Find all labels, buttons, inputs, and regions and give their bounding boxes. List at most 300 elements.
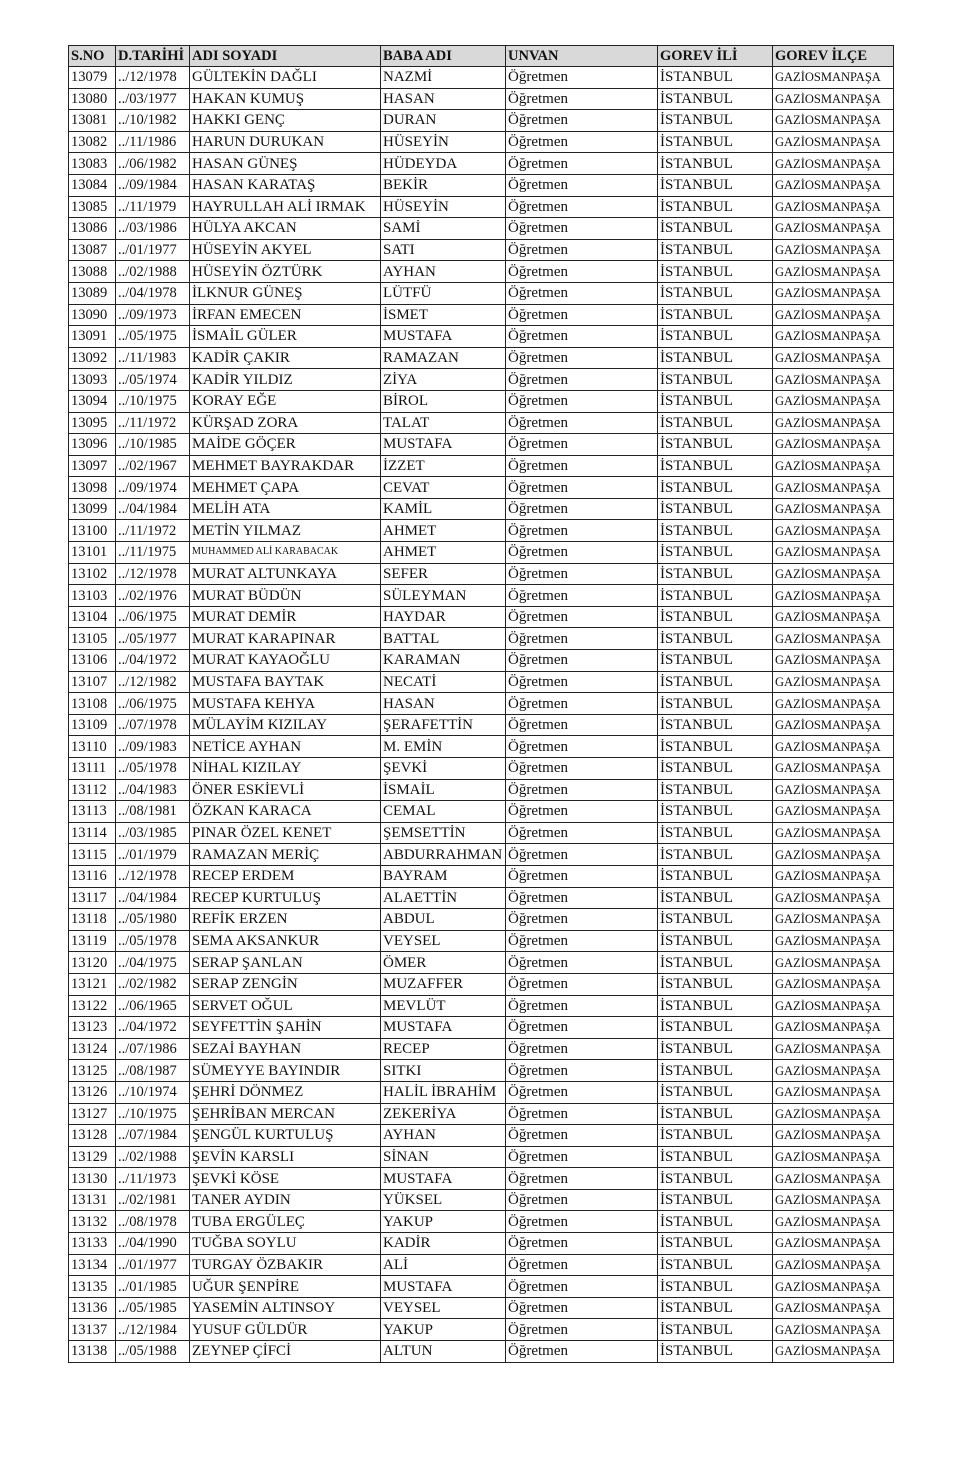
cell-title: Öğretmen [506,844,658,866]
cell-district: GAZİOSMANPAŞA [773,1319,894,1341]
table-header-row [69,46,894,67]
cell-sno: 13092 [69,347,116,369]
cell-name: HÜSEYİN AKYEL [190,239,381,261]
cell-district: GAZİOSMANPAŞA [773,585,894,607]
cell-province: İSTANBUL [658,650,773,672]
cell-district: GAZİOSMANPAŞA [773,455,894,477]
cell-title: Öğretmen [506,1319,658,1341]
table-row [69,1254,894,1276]
table-row [69,887,894,909]
cell-sno: 13106 [69,650,116,672]
cell-sno: 13097 [69,455,116,477]
table-row [69,153,894,175]
table-row [69,758,894,780]
table-row [69,1189,894,1211]
cell-birth-date: ../03/1985 [116,822,190,844]
cell-sno: 13113 [69,801,116,823]
cell-name: SEMA AKSANKUR [190,930,381,952]
cell-name: SERVET OĞUL [190,995,381,1017]
cell-province: İSTANBUL [658,390,773,412]
cell-father-name: BEKİR [381,174,506,196]
cell-name: SEZAİ BAYHAN [190,1038,381,1060]
cell-province: İSTANBUL [658,412,773,434]
cell-district: GAZİOSMANPAŞA [773,844,894,866]
cell-province: İSTANBUL [658,1081,773,1103]
cell-sno: 13109 [69,714,116,736]
cell-birth-date: ../04/1990 [116,1233,190,1255]
cell-district: GAZİOSMANPAŞA [773,736,894,758]
cell-sno: 13099 [69,498,116,520]
cell-title: Öğretmen [506,520,658,542]
cell-birth-date: ../03/1986 [116,218,190,240]
cell-title: Öğretmen [506,671,658,693]
cell-district: GAZİOSMANPAŞA [773,693,894,715]
cell-sno: 13110 [69,736,116,758]
cell-birth-date: ../02/1967 [116,455,190,477]
cell-title: Öğretmen [506,88,658,110]
cell-province: İSTANBUL [658,758,773,780]
cell-name: RAMAZAN MERİÇ [190,844,381,866]
cell-title: Öğretmen [506,822,658,844]
cell-birth-date: ../09/1974 [116,477,190,499]
cell-father-name: BİROL [381,390,506,412]
cell-father-name: MUSTAFA [381,1276,506,1298]
cell-province: İSTANBUL [658,585,773,607]
table-row [69,304,894,326]
table-row [69,1341,894,1363]
cell-district: GAZİOSMANPAŞA [773,779,894,801]
cell-birth-date: ../05/1978 [116,758,190,780]
cell-sno: 13104 [69,606,116,628]
cell-sno: 13127 [69,1103,116,1125]
cell-district: GAZİOSMANPAŞA [773,1297,894,1319]
cell-title: Öğretmen [506,1254,658,1276]
cell-title: Öğretmen [506,628,658,650]
cell-birth-date: ../04/1983 [116,779,190,801]
cell-name: NETİCE AYHAN [190,736,381,758]
cell-district: GAZİOSMANPAŞA [773,887,894,909]
cell-father-name: MUSTAFA [381,1017,506,1039]
cell-name: İLKNUR GÜNEŞ [190,282,381,304]
cell-father-name: AHMET [381,542,506,564]
header-father-name: BABA ADI [381,46,506,67]
cell-name: TANER AYDIN [190,1189,381,1211]
cell-province: İSTANBUL [658,1038,773,1060]
cell-father-name: CEMAL [381,801,506,823]
cell-name: KADİR YILDIZ [190,369,381,391]
cell-sno: 13135 [69,1276,116,1298]
cell-father-name: HAYDAR [381,606,506,628]
cell-birth-date: ../03/1977 [116,88,190,110]
cell-father-name: KAMİL [381,498,506,520]
cell-name: TUĞBA SOYLU [190,1233,381,1255]
cell-sno: 13084 [69,174,116,196]
cell-district: GAZİOSMANPAŞA [773,952,894,974]
cell-district: GAZİOSMANPAŞA [773,131,894,153]
cell-district: GAZİOSMANPAŞA [773,650,894,672]
cell-title: Öğretmen [506,973,658,995]
cell-father-name: SİNAN [381,1146,506,1168]
cell-father-name: DURAN [381,110,506,132]
cell-title: Öğretmen [506,693,658,715]
cell-province: İSTANBUL [658,174,773,196]
cell-title: Öğretmen [506,1060,658,1082]
cell-sno: 13100 [69,520,116,542]
cell-father-name: MUSTAFA [381,1168,506,1190]
cell-birth-date: ../08/1981 [116,801,190,823]
cell-father-name: SAMİ [381,218,506,240]
cell-title: Öğretmen [506,412,658,434]
table-row [69,196,894,218]
cell-name: ŞENGÜL KURTULUŞ [190,1125,381,1147]
cell-birth-date: ../12/1982 [116,671,190,693]
cell-title: Öğretmen [506,369,658,391]
cell-father-name: NECATİ [381,671,506,693]
cell-title: Öğretmen [506,650,658,672]
cell-title: Öğretmen [506,239,658,261]
cell-sno: 13133 [69,1233,116,1255]
cell-province: İSTANBUL [658,131,773,153]
cell-sno: 13105 [69,628,116,650]
cell-district: GAZİOSMANPAŞA [773,671,894,693]
cell-birth-date: ../11/1979 [116,196,190,218]
cell-district: GAZİOSMANPAŞA [773,801,894,823]
cell-province: İSTANBUL [658,196,773,218]
cell-province: İSTANBUL [658,67,773,89]
cell-name: REFİK ERZEN [190,909,381,931]
table-row [69,1319,894,1341]
cell-sno: 13118 [69,909,116,931]
table-row [69,542,894,564]
cell-district: GAZİOSMANPAŞA [773,218,894,240]
cell-province: İSTANBUL [658,304,773,326]
cell-name: GÜLTEKİN DAĞLI [190,67,381,89]
cell-name: MEHMET BAYRAKDAR [190,455,381,477]
table-row [69,909,894,931]
cell-title: Öğretmen [506,196,658,218]
cell-sno: 13096 [69,434,116,456]
cell-name: HASAN GÜNEŞ [190,153,381,175]
cell-district: GAZİOSMANPAŞA [773,1254,894,1276]
cell-district: GAZİOSMANPAŞA [773,477,894,499]
cell-district: GAZİOSMANPAŞA [773,1038,894,1060]
cell-father-name: CEVAT [381,477,506,499]
table-row [69,520,894,542]
cell-name: SÜMEYYE BAYINDIR [190,1060,381,1082]
cell-district: GAZİOSMANPAŞA [773,196,894,218]
cell-birth-date: ../10/1974 [116,1081,190,1103]
cell-father-name: YÜKSEL [381,1189,506,1211]
cell-district: GAZİOSMANPAŞA [773,542,894,564]
table-row [69,412,894,434]
cell-title: Öğretmen [506,1233,658,1255]
cell-father-name: YAKUP [381,1211,506,1233]
table-row [69,498,894,520]
header-birth-date: D.TARİHİ [116,46,190,67]
cell-father-name: MUSTAFA [381,326,506,348]
table-row [69,477,894,499]
cell-name: SERAP ŞANLAN [190,952,381,974]
cell-father-name: HÜSEYİN [381,196,506,218]
cell-sno: 13128 [69,1125,116,1147]
cell-name: MURAT KAYAOĞLU [190,650,381,672]
cell-sno: 13094 [69,390,116,412]
cell-birth-date: ../12/1978 [116,563,190,585]
cell-father-name: RECEP [381,1038,506,1060]
cell-province: İSTANBUL [658,239,773,261]
cell-district: GAZİOSMANPAŞA [773,67,894,89]
cell-birth-date: ../06/1975 [116,693,190,715]
cell-province: İSTANBUL [658,693,773,715]
cell-father-name: SITKI [381,1060,506,1082]
cell-province: İSTANBUL [658,455,773,477]
cell-sno: 13095 [69,412,116,434]
cell-birth-date: ../11/1986 [116,131,190,153]
cell-father-name: KADİR [381,1233,506,1255]
cell-title: Öğretmen [506,110,658,132]
cell-birth-date: ../02/1988 [116,261,190,283]
cell-name: HAYRULLAH ALİ IRMAK [190,196,381,218]
cell-father-name: HALİL İBRAHİM [381,1081,506,1103]
cell-father-name: MUZAFFER [381,973,506,995]
cell-birth-date: ../10/1975 [116,390,190,412]
cell-district: GAZİOSMANPAŞA [773,1276,894,1298]
cell-sno: 13090 [69,304,116,326]
cell-birth-date: ../05/1985 [116,1297,190,1319]
cell-father-name: ALAETTİN [381,887,506,909]
cell-father-name: TALAT [381,412,506,434]
table-row [69,930,894,952]
table-row [69,455,894,477]
cell-sno: 13132 [69,1211,116,1233]
cell-birth-date: ../11/1975 [116,542,190,564]
cell-birth-date: ../05/1980 [116,909,190,931]
cell-sno: 13137 [69,1319,116,1341]
cell-father-name: İZZET [381,455,506,477]
cell-name: YASEMİN ALTINSOY [190,1297,381,1319]
cell-title: Öğretmen [506,995,658,1017]
cell-province: İSTANBUL [658,822,773,844]
cell-province: İSTANBUL [658,1254,773,1276]
cell-sno: 13119 [69,930,116,952]
cell-sno: 13122 [69,995,116,1017]
cell-province: İSTANBUL [658,606,773,628]
cell-district: GAZİOSMANPAŞA [773,326,894,348]
cell-birth-date: ../09/1984 [116,174,190,196]
table-row [69,1103,894,1125]
cell-district: GAZİOSMANPAŞA [773,1189,894,1211]
cell-sno: 13102 [69,563,116,585]
table-row [69,131,894,153]
cell-birth-date: ../05/1974 [116,369,190,391]
cell-name: ÖZKAN KARACA [190,801,381,823]
cell-father-name: ALİ [381,1254,506,1276]
cell-birth-date: ../01/1977 [116,1254,190,1276]
cell-title: Öğretmen [506,736,658,758]
cell-title: Öğretmen [506,1276,658,1298]
cell-sno: 13131 [69,1189,116,1211]
cell-title: Öğretmen [506,758,658,780]
cell-name: MURAT DEMİR [190,606,381,628]
table-row [69,671,894,693]
cell-sno: 13117 [69,887,116,909]
cell-district: GAZİOSMANPAŞA [773,412,894,434]
cell-title: Öğretmen [506,563,658,585]
cell-birth-date: ../12/1978 [116,865,190,887]
cell-sno: 13081 [69,110,116,132]
table-row [69,865,894,887]
cell-title: Öğretmen [506,498,658,520]
cell-province: İSTANBUL [658,1017,773,1039]
cell-sno: 13082 [69,131,116,153]
cell-name: NİHAL KIZILAY [190,758,381,780]
cell-district: GAZİOSMANPAŞA [773,520,894,542]
cell-province: İSTANBUL [658,347,773,369]
cell-title: Öğretmen [506,1038,658,1060]
cell-sno: 13088 [69,261,116,283]
cell-name: SERAP ZENGİN [190,973,381,995]
cell-birth-date: ../02/1982 [116,973,190,995]
cell-name: RECEP KURTULUŞ [190,887,381,909]
cell-name: ŞEHRİBAN MERCAN [190,1103,381,1125]
table-row [69,1081,894,1103]
table-row [69,1146,894,1168]
cell-father-name: LÜTFÜ [381,282,506,304]
cell-birth-date: ../07/1978 [116,714,190,736]
cell-district: GAZİOSMANPAŞA [773,304,894,326]
cell-province: İSTANBUL [658,995,773,1017]
cell-district: GAZİOSMANPAŞA [773,1060,894,1082]
cell-title: Öğretmen [506,542,658,564]
cell-district: GAZİOSMANPAŞA [773,1341,894,1363]
cell-birth-date: ../07/1986 [116,1038,190,1060]
cell-title: Öğretmen [506,390,658,412]
cell-birth-date: ../05/1975 [116,326,190,348]
cell-sno: 13107 [69,671,116,693]
cell-name: MURAT BÜDÜN [190,585,381,607]
cell-birth-date: ../02/1988 [116,1146,190,1168]
cell-sno: 13138 [69,1341,116,1363]
cell-province: İSTANBUL [658,1233,773,1255]
cell-province: İSTANBUL [658,369,773,391]
cell-sno: 13086 [69,218,116,240]
cell-district: GAZİOSMANPAŞA [773,865,894,887]
cell-sno: 13120 [69,952,116,974]
table-row [69,779,894,801]
cell-sno: 13108 [69,693,116,715]
cell-father-name: HASAN [381,88,506,110]
table-row [69,88,894,110]
table-row [69,736,894,758]
table-row [69,995,894,1017]
header-sno: S.NO [69,46,116,67]
cell-name: HASAN KARATAŞ [190,174,381,196]
header-province: GOREV İLİ [658,46,773,67]
cell-name: MUHAMMED ALİ KARABACAK [190,542,381,564]
cell-father-name: KARAMAN [381,650,506,672]
table-row [69,952,894,974]
table-row [69,1211,894,1233]
cell-title: Öğretmen [506,1168,658,1190]
cell-title: Öğretmen [506,909,658,931]
cell-father-name: M. EMİN [381,736,506,758]
cell-sno: 13085 [69,196,116,218]
cell-father-name: İSMAİL [381,779,506,801]
cell-title: Öğretmen [506,779,658,801]
cell-birth-date: ../11/1983 [116,347,190,369]
cell-name: MUSTAFA BAYTAK [190,671,381,693]
cell-district: GAZİOSMANPAŞA [773,110,894,132]
cell-name: MURAT KARAPINAR [190,628,381,650]
cell-province: İSTANBUL [658,671,773,693]
cell-province: İSTANBUL [658,973,773,995]
cell-province: İSTANBUL [658,1168,773,1190]
cell-province: İSTANBUL [658,1211,773,1233]
table-row [69,1168,894,1190]
cell-province: İSTANBUL [658,1189,773,1211]
cell-district: GAZİOSMANPAŞA [773,1125,894,1147]
cell-name: PINAR ÖZEL KENET [190,822,381,844]
cell-district: GAZİOSMANPAŞA [773,239,894,261]
cell-province: İSTANBUL [658,1060,773,1082]
cell-name: MUSTAFA KEHYA [190,693,381,715]
cell-province: İSTANBUL [658,563,773,585]
cell-father-name: NAZMİ [381,67,506,89]
cell-father-name: ALTUN [381,1341,506,1363]
table-row [69,239,894,261]
cell-sno: 13091 [69,326,116,348]
cell-name: İSMAİL GÜLER [190,326,381,348]
cell-name: HARUN DURUKAN [190,131,381,153]
cell-province: İSTANBUL [658,434,773,456]
cell-sno: 13123 [69,1017,116,1039]
cell-name: ZEYNEP ÇİFCİ [190,1341,381,1363]
cell-father-name: RAMAZAN [381,347,506,369]
table-row [69,693,894,715]
cell-district: GAZİOSMANPAŞA [773,153,894,175]
cell-father-name: SATI [381,239,506,261]
cell-birth-date: ../10/1975 [116,1103,190,1125]
cell-name: MEHMET ÇAPA [190,477,381,499]
table-row [69,1276,894,1298]
cell-birth-date: ../11/1972 [116,520,190,542]
header-name: ADI SOYADI [190,46,381,67]
cell-province: İSTANBUL [658,887,773,909]
cell-name: SEYFETTİN ŞAHİN [190,1017,381,1039]
cell-birth-date: ../12/1978 [116,67,190,89]
cell-name: MELİH ATA [190,498,381,520]
cell-name: KORAY EĞE [190,390,381,412]
cell-district: GAZİOSMANPAŞA [773,628,894,650]
cell-birth-date: ../02/1976 [116,585,190,607]
cell-district: GAZİOSMANPAŞA [773,282,894,304]
table-row [69,218,894,240]
cell-district: GAZİOSMANPAŞA [773,369,894,391]
cell-sno: 13098 [69,477,116,499]
cell-birth-date: ../06/1975 [116,606,190,628]
cell-name: ŞEVKİ KÖSE [190,1168,381,1190]
cell-sno: 13126 [69,1081,116,1103]
cell-name: MÜLAYİM KIZILAY [190,714,381,736]
cell-province: İSTANBUL [658,1276,773,1298]
cell-title: Öğretmen [506,714,658,736]
cell-father-name: YAKUP [381,1319,506,1341]
cell-title: Öğretmen [506,347,658,369]
cell-province: İSTANBUL [658,844,773,866]
cell-province: İSTANBUL [658,628,773,650]
cell-birth-date: ../04/1972 [116,1017,190,1039]
personnel-table [68,45,894,1363]
